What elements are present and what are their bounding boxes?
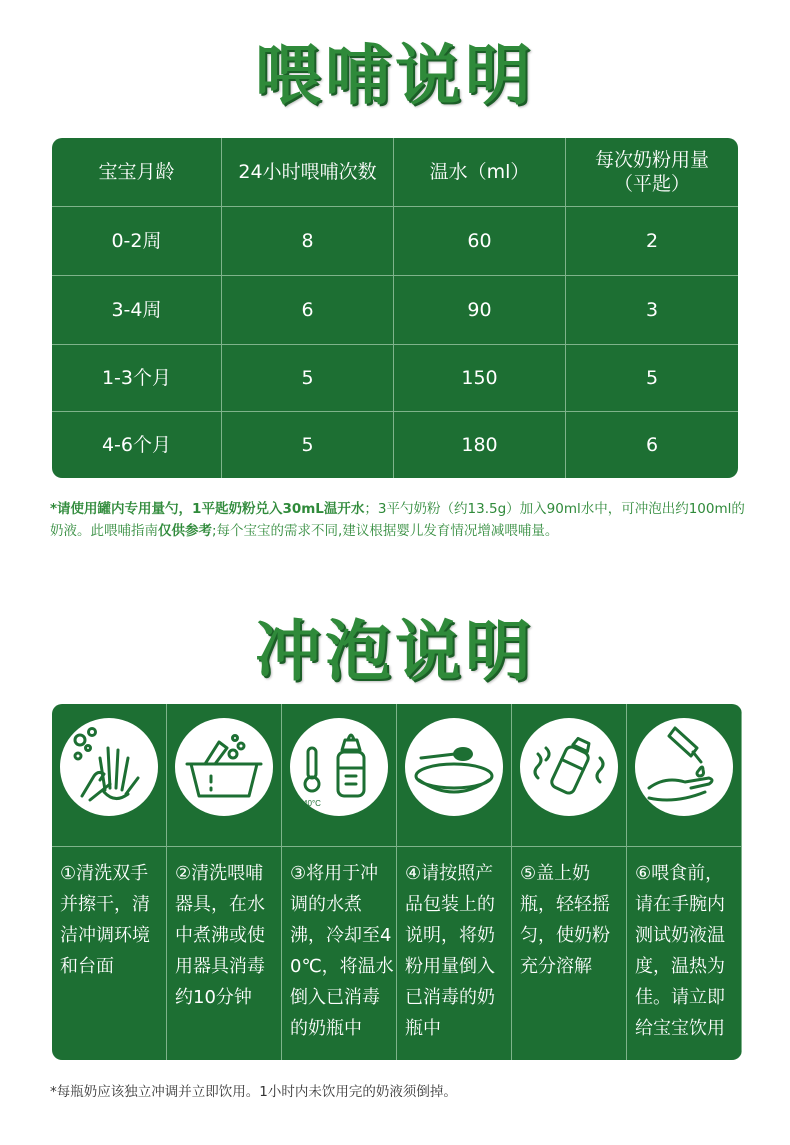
step-4 [397,704,512,1060]
feeding-table [52,138,738,478]
thermo-label: 40°C [303,799,321,808]
feeding-title: 喂哺说明 [255,37,535,114]
cell-water: 60 [394,207,566,275]
table-row [52,412,738,478]
cell-scoops: 6 [645,434,659,456]
cell-water: 90 [394,276,566,344]
step-3-text: ③将用于冲调的水煮沸，冷却至40℃，将温水倒入已消毒的奶瓶中 [290,863,394,1039]
thermometer-bottle-icon [290,718,388,816]
header-feeds: 24小时喂哺次数 [222,138,394,206]
cell-age: 3-4周 [52,276,222,344]
step-5-text: ⑤盖上奶瓶，轻轻摇匀，使奶粉充分溶解 [520,863,610,977]
feeding-note-plain-b: ;每个宝宝的需求不同,建议根据婴儿发育情况增减喂哺量。 [212,523,559,539]
cell-feeds: 6 [222,276,394,344]
step-3 [282,704,397,1060]
cell-scoops: 5 [645,367,659,389]
cell-feeds: 8 [222,207,394,275]
cell-age: 4-6个月 [52,412,222,478]
scoop-powder-icon [405,718,503,816]
wrist-test-icon [635,718,733,816]
step-2 [167,704,282,1060]
feeding-note [50,498,750,542]
step-6-text: ⑥喂食前，请在手腕内测试奶液温度，温热为佳。请立即给宝宝饮用 [635,863,725,1039]
step-5 [512,704,627,1060]
cell-scoops: 2 [645,230,659,252]
header-water: 温水（ml） [394,138,566,206]
cell-water: 180 [394,412,566,478]
header-scoops-line2: （平匙） [613,173,690,195]
step-6 [627,704,742,1060]
preparation-note: *每瓶奶应该独立冲调并立即饮用。1小时内未饮用完的奶液须倒掉。 [50,1084,457,1100]
header-scoops-line1: 每次奶粉用量 [594,149,709,171]
step-1-text: ①清洗双手并擦干，清洁冲调环境和台面 [60,863,150,977]
preparation-title: 冲泡说明 [255,613,535,690]
boiling-utensils-icon [175,718,273,816]
cell-feeds: 5 [222,412,394,478]
table-row [52,207,738,275]
cell-scoops: 3 [645,299,659,321]
feeding-note-bold-a: *请使用罐内专用量勺，1平匙奶粉兑入30mL温开水 [50,501,365,517]
cell-water: 150 [394,345,566,411]
table-row [52,345,738,411]
feeding-note-plain-a: ；3平勺奶粉（约13.5g）加入90ml水中，可冲泡出约100ml的奶液。此喂哺指南 [50,501,745,539]
cell-age: 0-2周 [52,207,222,275]
feeding-note-bold-b: 仅供参考 [158,523,212,539]
table-header-row [52,138,738,206]
cell-age: 1-3个月 [52,345,222,411]
hand-washing-icon [60,718,158,816]
header-age: 宝宝月龄 [52,138,222,206]
step-4-text: ④请按照产品包装上的说明，将奶粉用量倒入已消毒的奶瓶中 [405,863,495,1039]
table-row [52,276,738,344]
step-1 [52,704,167,1060]
step-2-text: ②清洗喂哺器具，在水中煮沸或使用器具消毒约10分钟 [175,863,265,1008]
preparation-steps [52,704,742,1060]
shake-bottle-icon [520,718,618,816]
header-scoops [566,138,738,206]
cell-feeds: 5 [222,345,394,411]
